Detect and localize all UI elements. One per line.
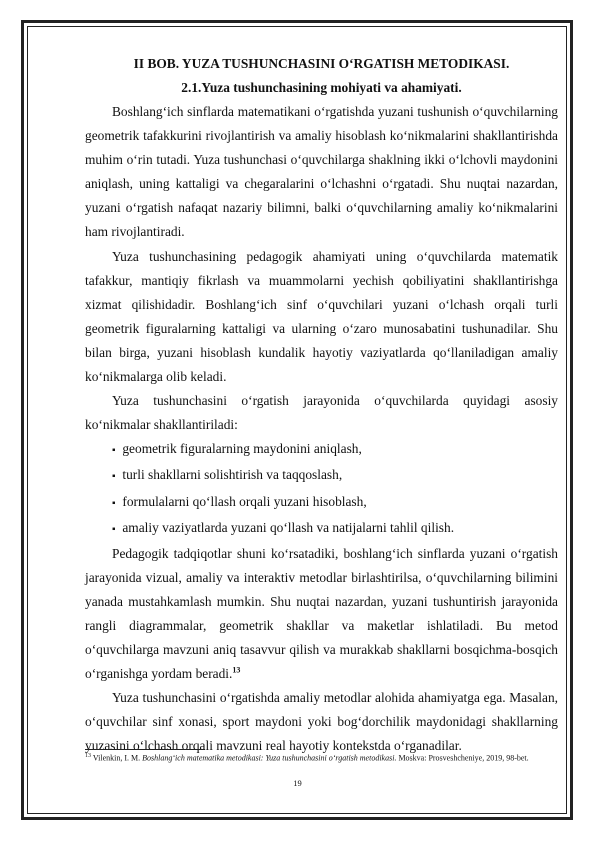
footnote-reference[interactable]: 13 <box>232 665 241 675</box>
list-item-text: geometrik figuralarning maydonini aniqlash, <box>122 441 362 457</box>
bullet-icon: ▪ <box>112 445 116 457</box>
list-item <box>112 516 558 542</box>
bullet-icon: ▪ <box>112 497 116 509</box>
bullet-icon: ▪ <box>112 471 116 483</box>
section-title: 2.1.Yuza tushunchasining mohiyati va ahamiyati. <box>181 80 462 95</box>
footnote-publisher: Moskva: Prosveshcheniye, 2019, 98-bet. <box>398 753 529 763</box>
list-item-text: formulalarni qo‘llash orqali yuzani hisoblash, <box>122 493 367 509</box>
footnote-separator <box>85 749 205 750</box>
paragraph-2: Yuza tushunchasining pedagogik ahamiyati uning o‘quvchilarda matematik tafakkur, mantiqiy fikrlash va muammolarni yechish qobiliyatini shakllantirishga xizmat qilishidadir. Boshlang‘ich sinf o‘quvchilari yuzani o‘lchash orqali turli geometrik figuralarning kattaligi va ularning o‘zaro munosabatini tushunadilar. Shu bilan birga, yuzani hisoblash kundalik hayotiy vaziyatlarda qo‘llaniladigan amaliy ko‘nikmalarga olib keladi. <box>85 248 558 385</box>
footnote-title: Boshlang‘ich matematika metodikasi: Yuza tushunchasini o‘rgatish metodikasi. <box>142 753 397 763</box>
paragraph-4 <box>85 542 558 687</box>
chapter-title: II BOB. YUZA TUSHUNCHASINI O‘RGATISH METODIKASI. <box>133 56 510 71</box>
footnote <box>85 751 558 764</box>
skills-list <box>85 437 558 541</box>
list-item-text: amaliy vaziyatlarda yuzani qo‘llash va natijalarni tahlil qilish. <box>122 519 455 535</box>
paragraph-4-text: Pedagogik tadqiqotlar shuni ko‘rsatadiki, boshlang‘ich sinflarda yuzani o‘rgatish jarayonida vizual, amaliy va interaktiv metodlar birlashtirilsa, o‘quvchilarning bilimini yanada mustahkamlash mumkin. Shu nuqtai nazardan, yuzani tushuntirish jarayonida rangli diagrammalar, geometrik shakllar va maketlar ishlatiladi. Bu metod o‘quvchilarga mavzuni aniq tasavvur qilish va murakkab shakllarni bosqichma-bosqich o‘rganishga yordam beradi. <box>85 545 558 682</box>
footnote-author: Vilenkin, I. M. <box>92 753 141 763</box>
list-item <box>112 437 558 463</box>
list-item-text: turli shakllarni solishtirish va taqqoslash, <box>122 467 343 483</box>
paragraph-1: Boshlang‘ich sinflarda matematikani o‘rgatishda yuzani tushunish o‘quvchilarning geometrik tafakkurini rivojlantirish va amaliy hisoblash ko‘nikmalarini shakllantirishda muhim o‘rin tutadi. Yuza tushunchasi o‘quvchilarga shaklning ikki o‘lchovli maydonini aniqlash, uning kattaligi va chegaralarini o‘lchashni o‘rgatadi. Shu nuqtai nazardan, yuzani o‘rgatish nafaqat nazariy bilimni, balki o‘quvchilarning amaliy ko‘nikmalarini ham rivojlantiradi. <box>85 104 558 240</box>
main-content <box>85 52 558 759</box>
list-item <box>112 463 558 489</box>
paragraph-5: Yuza tushunchasini o‘rgatishda amaliy metodlar alohida ahamiyatga ega. Masalan, o‘quvchilar sinf xonasi, sport maydoni yoki bog‘dorchilik maydonidagi shakllarning yuzasini o‘lchash orqali mavzuni real hayotiy kontekstda o‘rganadilar. <box>85 690 558 754</box>
paragraph-3: Yuza tushunchasini o‘rgatish jarayonida o‘quvchilarda quyidagi asosiy ko‘nikmalar shakllantiriladi: <box>85 393 558 433</box>
bullet-icon: ▪ <box>112 523 116 535</box>
footnote-number: 13 <box>85 753 91 759</box>
list-item <box>112 490 558 516</box>
page-number: 19 <box>293 778 302 788</box>
